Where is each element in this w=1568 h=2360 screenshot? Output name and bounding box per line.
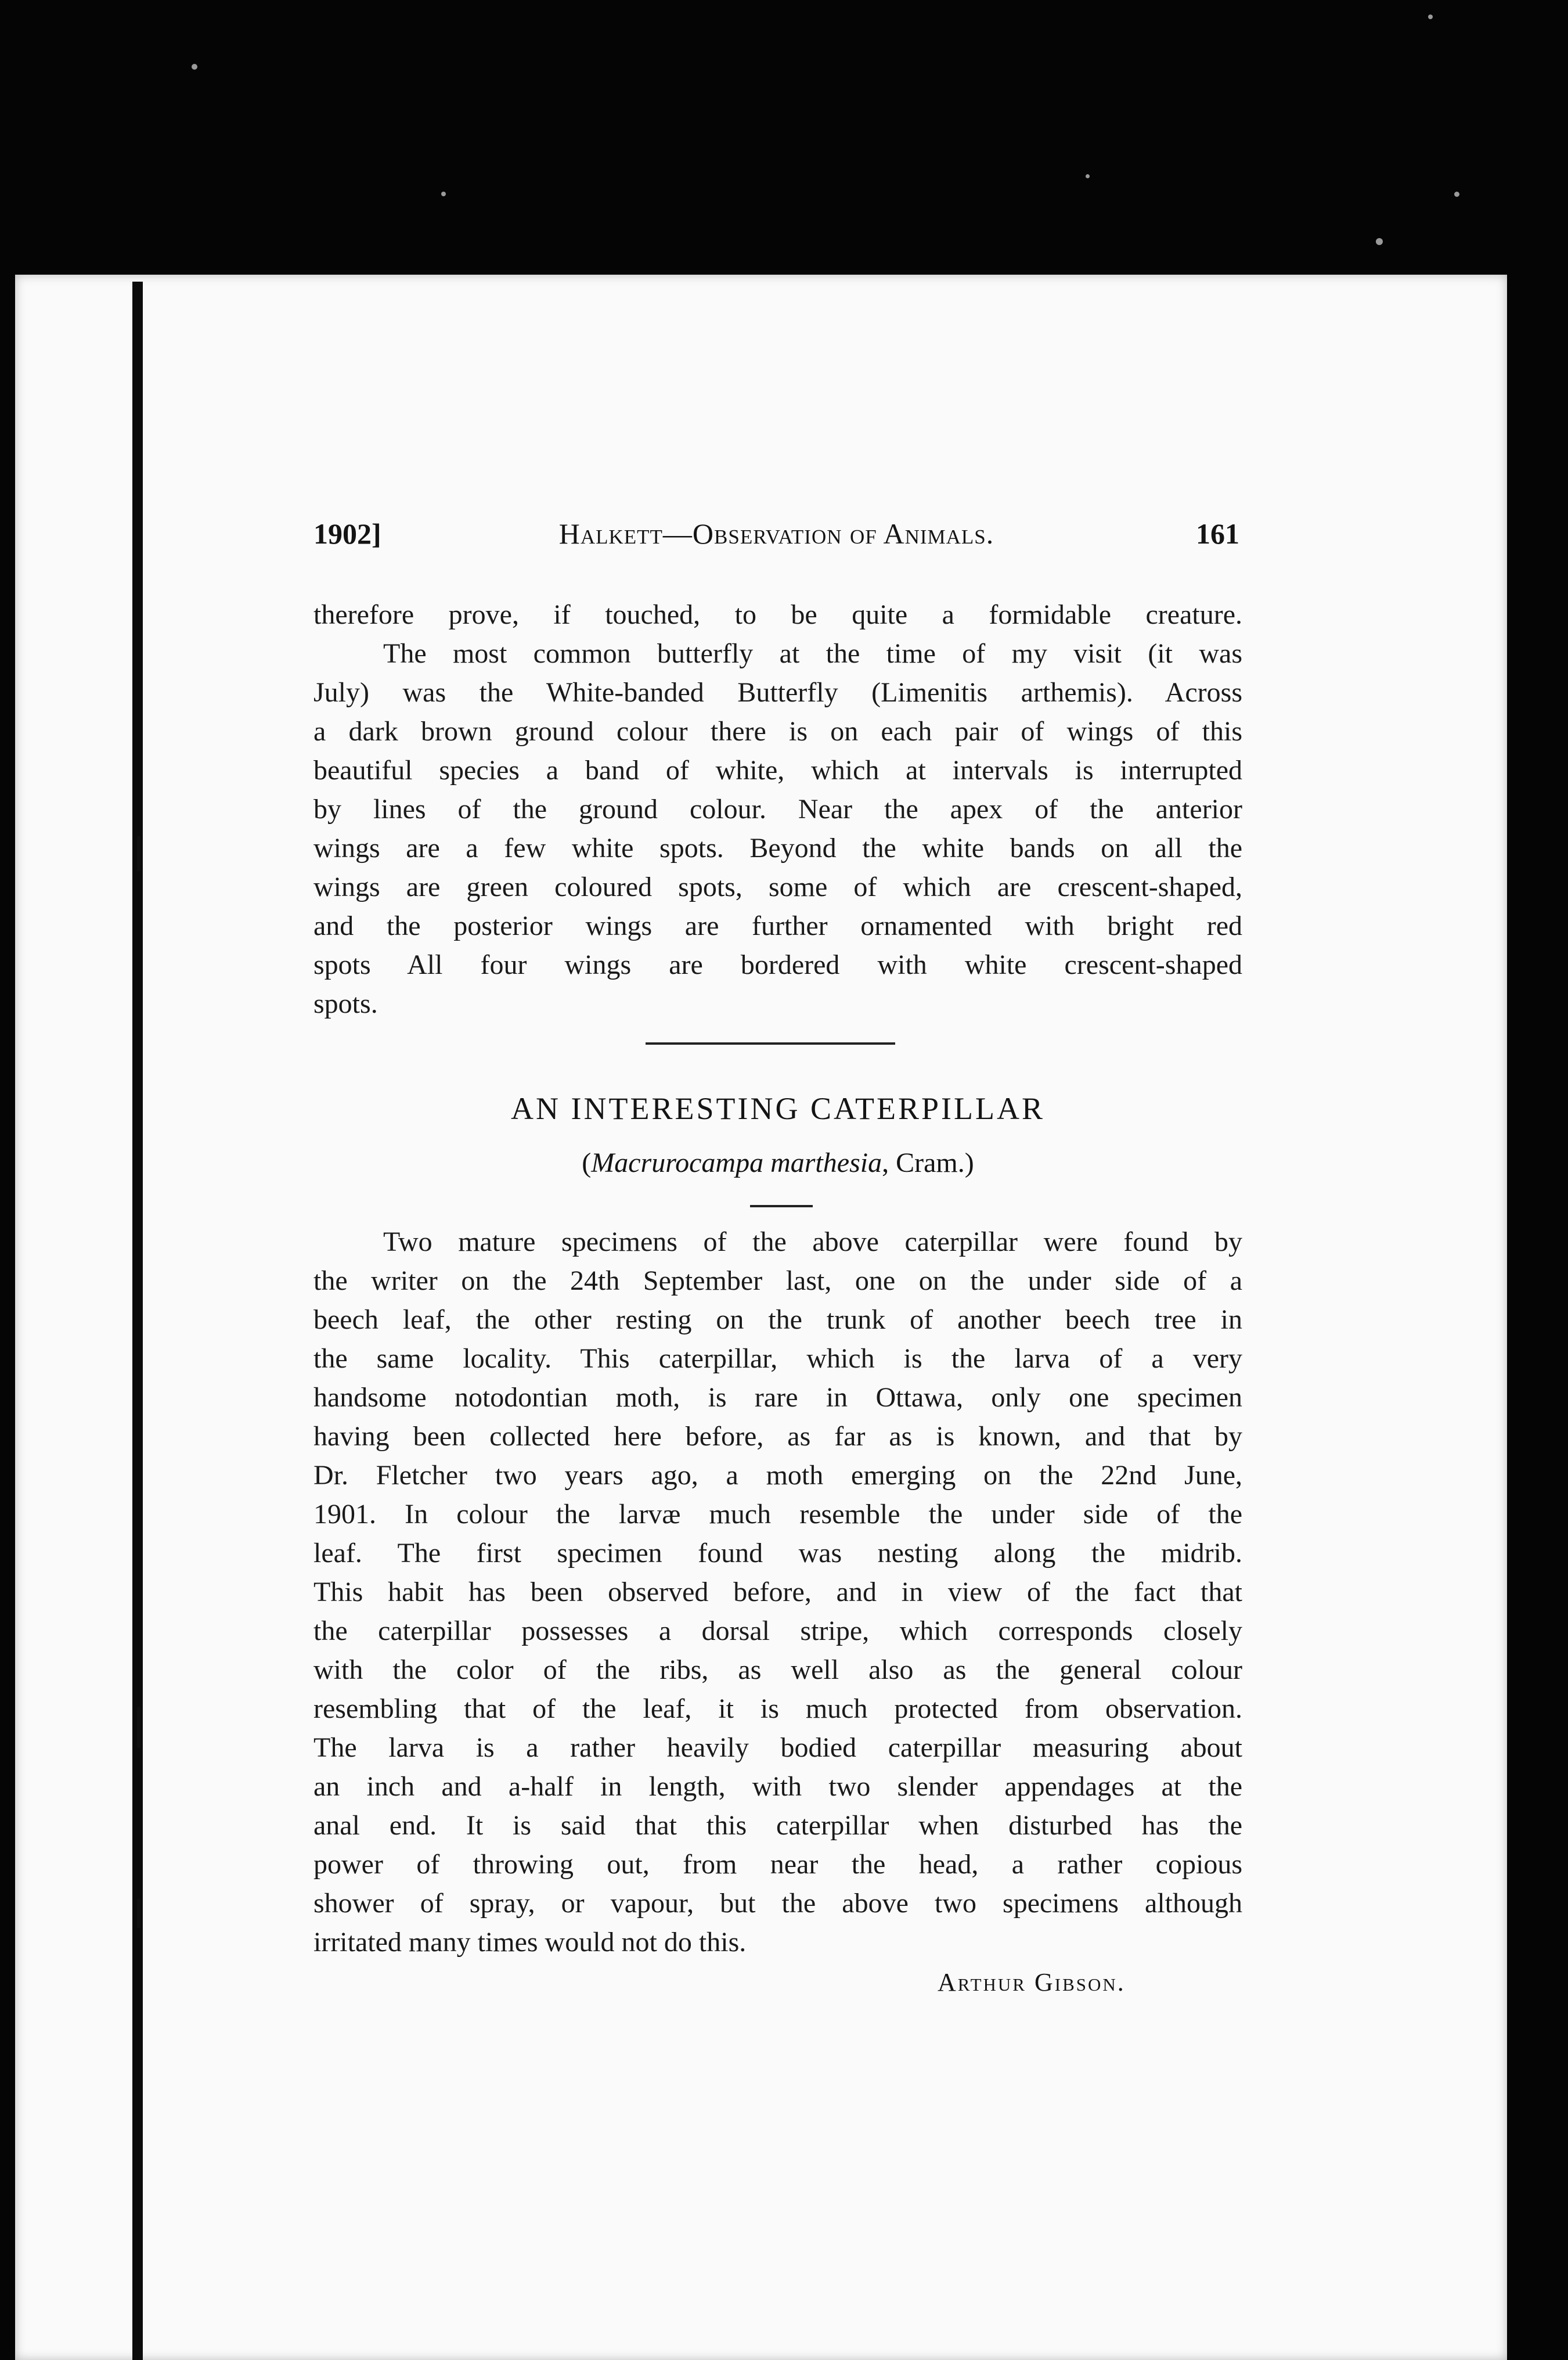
text-line: The larva is a rather heavily bodied caterpillar measuring about <box>313 1732 1242 1763</box>
section-divider <box>646 1042 895 1045</box>
spine-notch <box>137 836 140 871</box>
text-line: This habit has been observed before, and in view of the fact that <box>313 1577 1242 1607</box>
article-title: AN INTERESTING CATERPILLAR <box>511 1091 1045 1126</box>
author-signature: Arthur Gibson. <box>938 1968 1126 1996</box>
text-line: power of throwing out, from near the head, a rather copious <box>313 1849 1242 1880</box>
text-line: beautiful species a band of white, which at intervals is interrupted <box>313 755 1242 786</box>
text-line: leaf. The first specimen found was nesting along the midrib. <box>313 1538 1242 1568</box>
text-line: July) was the White-banded Butterfly (Limenitis arthemis). Across <box>313 677 1242 708</box>
text-line: the caterpillar possesses a dorsal stripe, which corresponds closely <box>313 1616 1242 1646</box>
running-head <box>313 517 1239 563</box>
text-line: spots. <box>313 988 378 1019</box>
text-line: spots All four wings are bordered with white crescent-shaped <box>313 949 1242 980</box>
text-line: beech leaf, the other resting on the trunk of another beech tree in <box>313 1304 1242 1335</box>
text-line: anal end. It is said that this caterpillar when disturbed has the <box>313 1810 1242 1841</box>
film-speck <box>192 64 197 70</box>
text-line: an inch and a-half in length, with two slender appendages at the <box>313 1771 1242 1802</box>
text-line: Two mature specimens of the above caterpillar were found by <box>383 1226 1242 1257</box>
text-line: the same locality. This caterpillar, which is the larva of a very <box>313 1343 1242 1374</box>
title-rule <box>750 1205 813 1207</box>
text-line: with the color of the ribs, as well also as the general colour <box>313 1654 1242 1685</box>
film-speck <box>1454 192 1459 197</box>
text-line: 1901. In colour the larvæ much resemble the under side of the <box>313 1499 1242 1530</box>
text-line: irritated many times would not do this. <box>313 1927 747 1958</box>
text-line: resembling that of the leaf, it is much protected from observation. <box>313 1693 1242 1724</box>
previous-article-text <box>313 595 1242 1023</box>
text-line: Dr. Fletcher two years ago, a moth emerging on the 22nd June, <box>313 1460 1242 1491</box>
article-body <box>313 1222 1242 1962</box>
running-head-year: 1902] <box>313 517 381 550</box>
film-speck <box>441 192 446 196</box>
text-line: shower of spray, or vapour, but the above two specimens although <box>313 1888 1242 1919</box>
page-spine-edge <box>132 282 143 2360</box>
film-speck <box>1376 238 1383 245</box>
spine-notch <box>137 1707 140 1748</box>
spine-notch <box>137 1899 140 1928</box>
text-line: therefore prove, if touched, to be quite a formidable creature. <box>313 599 1242 630</box>
text-line: the writer on the 24th September last, one on the under side of a <box>313 1265 1242 1296</box>
text-line: by lines of the ground colour. Near the apex of the anterior <box>313 794 1242 825</box>
running-head-title: Halkett—Observation of Animals. <box>558 517 994 550</box>
article-subtitle: (Macrurocampa marthesia, Cram.) <box>582 1147 974 1178</box>
film-speck <box>1086 174 1090 178</box>
species-authority: Cram. <box>896 1147 965 1178</box>
text-line: having been collected here before, as far as is known, and that by <box>313 1421 1242 1452</box>
text-line: The most common butterfly at the time of my visit (it was <box>383 638 1242 669</box>
text-line: and the posterior wings are further ornamented with bright red <box>313 911 1242 941</box>
text-line: wings are a few white spots. Beyond the white bands on all the <box>313 833 1242 864</box>
text-line: a dark brown ground colour there is on each pair of wings of this <box>313 716 1242 747</box>
film-speck <box>1428 15 1433 19</box>
text-line: wings are green coloured spots, some of which are crescent-shaped, <box>313 872 1242 902</box>
species-name: Macrurocampa marthesia <box>591 1147 882 1178</box>
page-number: 161 <box>1196 517 1239 550</box>
text-line: handsome notodontian moth, is rare in Ottawa, only one specimen <box>313 1382 1242 1413</box>
